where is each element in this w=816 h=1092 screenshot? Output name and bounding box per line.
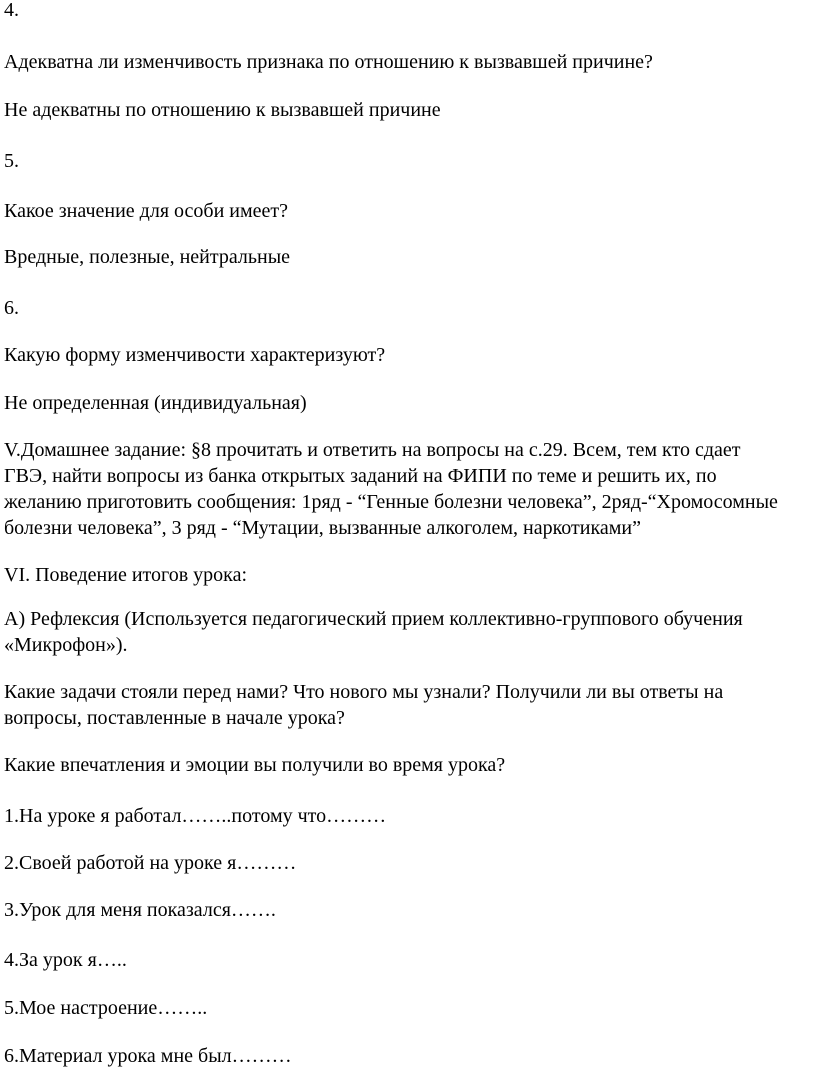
reflection-sentence-5: 5.Мое настроение…….. [4,997,208,1019]
reflection-sentence-1: 1.На уроке я работал……..потому что……… [4,805,387,827]
answer-5: Вредные, полезные, нейтральные [4,246,291,268]
reflection-sentence-3: 3.Урок для меня показался……. [4,899,276,921]
answer-6: Не определенная (индивидуальная) [4,392,307,414]
question-5: Какое значение для особи имеет? [4,200,289,222]
answer-4: Не адекватны по отношению к вызвавшей причине [4,99,441,121]
question-6: Какую форму изменчивости характеризуют? [4,344,386,366]
question-4: Адекватна ли изменчивость признака по отношению к вызвавшей причине? [4,51,653,73]
question-number-6: 6. [4,297,19,319]
lesson-tasks-questions: Какие задачи стояли перед нами? Что нового мы узнали? Получили ли вы ответы на вопросы, поставленные в начале урока? [4,681,724,729]
question-number-4: 4. [4,0,19,21]
reflection-sentence-6: 6.Материал урока мне был……… [4,1045,292,1067]
reflection-sentence-4: 4.За урок я….. [4,949,127,971]
homework-paragraph: V.Домашнее задание: §8 прочитать и ответить на вопросы на с.29. Всем, тем кто сдает ГВЭ, найти вопросы из банка открытых заданий на ФИПИ по теме и решить их, по желанию приготовить сообщения: 1ряд - “Генные болезни человека”, 2ряд-“Хромосомные болезни человека”, 3 ряд - “Мутации, вызванные алкоголем, наркотиками” [4,439,778,539]
lesson-summary-heading: VI. Поведение итогов урока: [4,564,247,586]
question-number-5: 5. [4,150,19,172]
reflection-paragraph: А) Рефлексия (Используется педагогический прием коллективно-группового обучения «Микрофон»). [4,608,743,656]
reflection-sentence-2: 2.Своей работой на уроке я……… [4,852,297,874]
impressions-question: Какие впечатления и эмоции вы получили во время урока? [4,754,506,776]
